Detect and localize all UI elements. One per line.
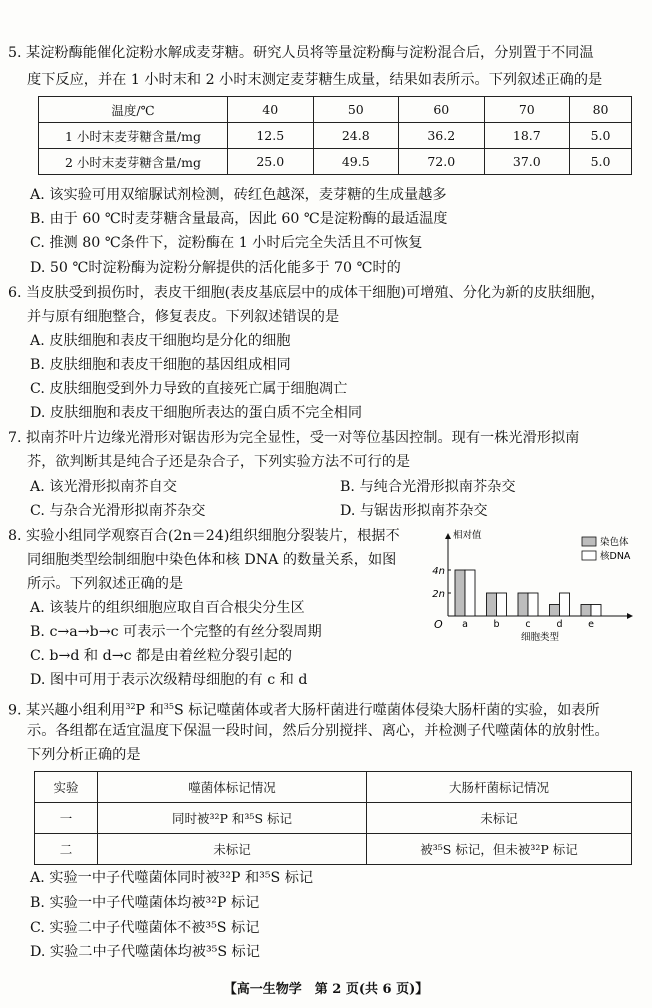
bar-d-chromosome — [550, 605, 560, 617]
table-row — [35, 803, 632, 834]
table-cell: 2 小时末麦芽糖含量/mg — [39, 149, 228, 175]
page-footer: 【高一生物学 第 2 页(共 6 页)】 — [223, 982, 429, 997]
table-row — [39, 149, 632, 175]
q8-stem-line1: 8. 实验小组同学观察百合(2n＝24)组织细胞分裂装片，根据不 — [8, 528, 400, 544]
table-cell: 一 — [35, 803, 98, 834]
bar-b-chromosome — [487, 593, 497, 616]
q8-bar-chart — [428, 524, 648, 654]
table-cell: 二 — [35, 834, 98, 865]
table-row — [35, 772, 632, 803]
bar-e-chromosome — [581, 605, 591, 617]
q6-stem-line1: 6. 当皮肤受到损伤时，表皮干细胞(表皮基底层中的成体干细胞)可增殖、分化为新的皮肤细胞， — [8, 285, 605, 301]
bar-e-dna — [591, 605, 601, 617]
bar-a-chromosome — [455, 570, 465, 616]
table-cell: 25.0 — [228, 149, 314, 175]
x-tick-label: c — [525, 619, 531, 630]
q9-option-c: C. 实验二中子代噬菌体不被³⁵S 标记 — [30, 920, 260, 936]
x-axis-label: 细胞类型 — [520, 632, 560, 643]
x-tick-label: d — [556, 619, 563, 630]
table-cell: 18.7 — [484, 123, 570, 149]
q8-option-b: B. c→a→b→c 可表示一个完整的有丝分裂周期 — [30, 624, 322, 640]
legend-label-chromosome: 染色体 — [600, 537, 629, 548]
bar-b-dna — [497, 593, 507, 616]
table-cell: 12.5 — [228, 123, 314, 149]
q9-option-b: B. 实验一中子代噬菌体均被³²P 标记 — [30, 895, 260, 911]
q9-sup-35: 35 — [163, 702, 174, 711]
legend-label-dna: 核DNA — [600, 551, 631, 562]
table-header-cell: 噬菌体标记情况 — [98, 772, 367, 803]
q8-stem-line2: 同细胞类型绘制细胞中染色体和核 DNA 的数量关系，如图 — [27, 552, 397, 568]
table-cell: 37.0 — [484, 149, 570, 175]
q5-option-a: A. 该实验可用双缩脲试剂检测，砖红色越深，麦芽糖的生成量越多 — [30, 187, 447, 203]
table-cell: 未标记 — [367, 803, 632, 834]
table-header-cell: 大肠杆菌标记情况 — [367, 772, 632, 803]
table-header-cell: 40 — [228, 97, 314, 123]
bar-d-dna — [560, 593, 570, 616]
bar-c-chromosome — [518, 593, 528, 616]
table-cell: 5.0 — [570, 149, 632, 175]
q7-stem-line2: 芥，欲判断其是纯合子还是杂合子，下列实验方法不可行的是 — [27, 454, 411, 470]
table-row — [39, 123, 632, 149]
q5-option-d: D. 50 ℃时淀粉酶为淀粉分解提供的活化能多于 70 ℃时的 — [30, 260, 401, 276]
y-axis-label: 相对值 — [453, 530, 482, 541]
table-cell: 5.0 — [570, 123, 632, 149]
q7-stem-line1: 7. 拟南芥叶片边缘光滑形对锯齿形为完全显性，受一对等位基因控制。现有一株光滑形拟南 — [8, 430, 580, 446]
y-axis-arrow — [445, 533, 451, 539]
q5-stem-line2: 度下反应，并在 1 小时末和 2 小时末测定麦芽糖生成量，结果如表所示。下列叙述正确的是 — [27, 72, 603, 88]
x-tick-label: e — [588, 619, 594, 630]
table-cell: 24.8 — [313, 123, 399, 149]
y-tick-label: 2n — [432, 589, 445, 600]
q9-stem-line2: 示。各组都在适宜温度下保温一段时间，然后分别搅拌、离心，并检测子代噬菌体的放射性。 — [27, 723, 609, 739]
table-cell: 被³⁵S 标记，但未被³²P 标记 — [367, 834, 632, 865]
q8-stem-line3: 所示。下列叙述正确的是 — [27, 576, 184, 592]
q8-option-c: C. b→d 和 d→c 都是由着丝粒分裂引起的 — [30, 648, 293, 664]
q9-stem-line3: 下列分析正确的是 — [27, 747, 141, 763]
q9-stem-line1 — [8, 697, 600, 721]
q5-stem-line1: 5. 某淀粉酶能催化淀粉水解成麦芽糖。研究人员将等量淀粉酶与淀粉混合后，分别置于不同温 — [8, 45, 594, 61]
table-cell: 1 小时末麦芽糖含量/mg — [39, 123, 228, 149]
q7-option-c: C. 与杂合光滑形拟南芥杂交 — [30, 503, 206, 519]
origin-label: O — [434, 618, 443, 631]
q6-stem-line2: 并与原有细胞整合，修复表皮。下列叙述错误的是 — [27, 309, 340, 325]
q9-option-d: D. 实验二中子代噬菌体均被³⁵S 标记 — [30, 944, 260, 960]
q5-table — [38, 96, 632, 175]
q7-option-a: A. 该光滑形拟南芥自交 — [30, 479, 177, 495]
q5-option-c: C. 推测 80 ℃条件下，淀粉酶在 1 小时后完全失活且不可恢复 — [30, 235, 423, 251]
q6-option-c: C. 皮肤细胞受到外力导致的直接死亡属于细胞凋亡 — [30, 381, 348, 397]
legend-swatch-chromosome — [582, 537, 596, 546]
q9-stem-mid: P 和 — [135, 702, 164, 719]
table-row — [35, 834, 632, 865]
table-header-cell: 50 — [313, 97, 399, 123]
table-cell: 72.0 — [399, 149, 485, 175]
bar-c-dna — [528, 593, 538, 616]
x-tick-label: a — [462, 619, 468, 630]
table-row — [39, 97, 632, 123]
x-axis-arrow — [627, 613, 633, 619]
q6-option-d: D. 皮肤细胞和表皮干细胞所表达的蛋白质不完全相同 — [30, 405, 363, 421]
table-cell: 同时被³²P 和³⁵S 标记 — [98, 803, 367, 834]
table-header-cell: 80 — [570, 97, 632, 123]
table-header-cell: 70 — [484, 97, 570, 123]
q6-option-a: A. 皮肤细胞和表皮干细胞均是分化的细胞 — [30, 333, 291, 349]
q8-option-a: A. 该装片的组织细胞应取自百合根尖分生区 — [30, 600, 305, 616]
table-cell: 49.5 — [313, 149, 399, 175]
x-tick-label: b — [493, 619, 500, 630]
q7-option-b: B. 与纯合光滑形拟南芥杂交 — [340, 479, 516, 495]
q8-option-d: D. 图中可用于表示次级精母细胞的有 c 和 d — [30, 672, 308, 688]
table-header-cell: 实验 — [35, 772, 98, 803]
q9-table — [34, 771, 632, 865]
y-tick-label: 4n — [432, 566, 445, 577]
q6-option-b: B. 皮肤细胞和表皮干细胞的基因组成相同 — [30, 357, 291, 373]
table-cell: 36.2 — [399, 123, 485, 149]
table-header-cell: 60 — [399, 97, 485, 123]
q9-stem-pre: 9. 某兴趣小组利用 — [8, 702, 126, 719]
bar-a-dna — [465, 570, 475, 616]
legend-swatch-dna — [582, 551, 596, 560]
q9-sup-32: 32 — [125, 702, 136, 711]
table-cell: 未标记 — [98, 834, 367, 865]
q9-stem-post: S 标记噬菌体或者大肠杆菌进行噬菌体侵染大肠杆菌的实验，如表所 — [173, 702, 600, 719]
q9-option-a: A. 实验一中子代噬菌体同时被³²P 和³⁵S 标记 — [30, 870, 314, 886]
q7-option-d: D. 与锯齿形拟南芥杂交 — [340, 503, 488, 519]
table-header-cell: 温度/℃ — [39, 97, 228, 123]
q5-option-b: B. 由于 60 ℃时麦芽糖含量最高，因此 60 ℃是淀粉酶的最适温度 — [30, 211, 448, 227]
